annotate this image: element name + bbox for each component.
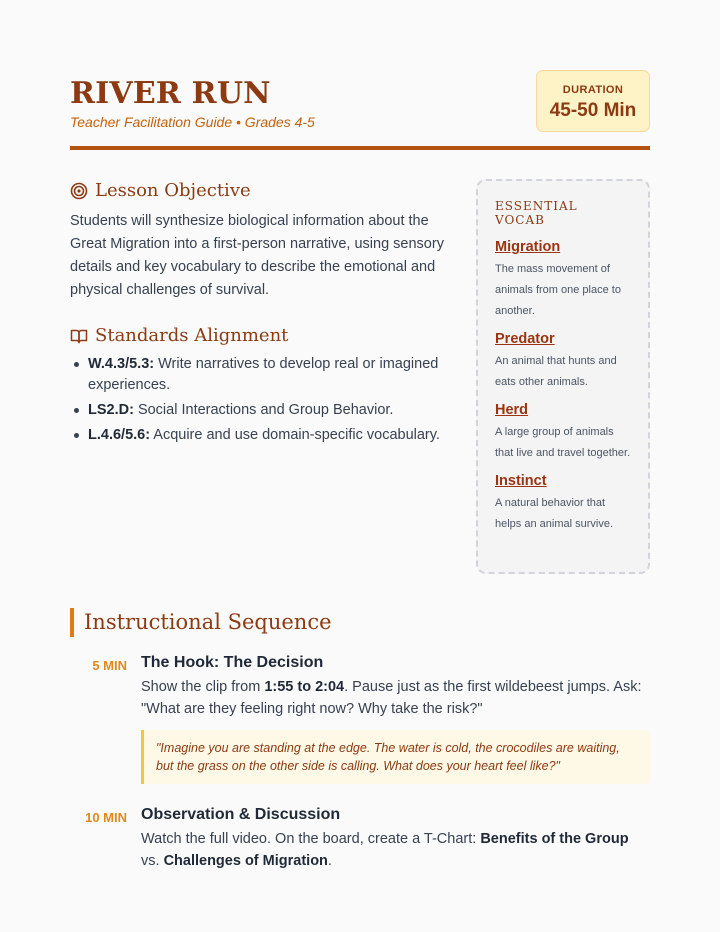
list-item (70, 354, 455, 396)
page-title: RIVER RUN (70, 76, 271, 111)
vocab-word: Herd (495, 402, 529, 418)
vocab-box (476, 179, 650, 574)
page-header (70, 70, 650, 152)
duration-badge (536, 70, 650, 132)
step-text-part: Watch the full video. On the board, create a T-Chart: (141, 831, 481, 847)
standard-text: Social Interactions and Group Behavior. (133, 402, 394, 418)
standard-text: Write narratives to develop real or imagined experiences. (88, 356, 439, 393)
vocab-definition: A large group of animals that live and travel together. (495, 426, 631, 459)
list-item (70, 425, 455, 446)
step-text (141, 676, 650, 720)
objective-heading (70, 180, 251, 201)
vocab-definition: The mass movement of animals from one place to another. (495, 263, 621, 317)
vocab-word: Predator (495, 331, 555, 347)
step-text-part: Show the clip from (141, 679, 265, 695)
step-body (141, 654, 650, 784)
duration-value: 45-50 Min (549, 100, 637, 121)
header-divider (70, 146, 650, 150)
vocab-definition: An animal that hunts and eats other animals. (495, 355, 617, 388)
standards-heading (70, 325, 288, 346)
hook-quote: "Imagine you are standing at the edge. The water is cold, the crocodiles are waiting, but the grass on the other side is calling. What does your heart feel like?" (141, 730, 650, 784)
vocab-definition: A natural behavior that helps an animal survive. (495, 497, 614, 530)
list-item (70, 400, 455, 421)
standard-code: W.4.3/5.3: (88, 356, 155, 372)
step-text-part: . (327, 853, 332, 869)
standard-code: LS2.D: (88, 402, 134, 418)
step-text-bold: Benefits of the Group (480, 831, 629, 847)
step-text-part: vs. (141, 853, 164, 869)
duration-label: DURATION (562, 84, 624, 96)
objective-text: Students will synthesize biological information about the Great Migration into a first-person narrative, using sensory details and key vocabulary to describe the emotional and physical challenges of survival. (70, 213, 444, 298)
step-text-bold: 1:55 to 2:04 (264, 679, 345, 695)
step-title: The Hook: The Decision (141, 654, 324, 671)
objective-heading-text: Lesson Objective (95, 180, 251, 201)
page-subtitle: Teacher Facilitation Guide • Grades 4-5 (70, 114, 315, 130)
step-text (141, 828, 650, 872)
step-time: 5 MIN (92, 658, 127, 673)
vocab-word: Instinct (495, 473, 547, 489)
standard-code: L.4.6/5.6: (88, 427, 151, 443)
vocab-term (495, 331, 632, 393)
standard-text: Acquire and use domain-specific vocabulary. (150, 427, 440, 443)
target-icon (70, 182, 88, 200)
sequence-heading: Instructional Sequence (70, 608, 332, 637)
vocab-term (495, 402, 632, 464)
step-text-bold: Challenges of Migration (163, 853, 328, 869)
step-text-part: . Pause just as the first wildebeest jumps. Ask: "What are they feeling right now? Why take the risk?" (141, 679, 642, 717)
standards-heading-text: Standards Alignment (95, 325, 289, 346)
book-icon (70, 327, 88, 345)
vocab-term (495, 239, 632, 322)
step-title: Observation & Discussion (141, 806, 341, 823)
step-time: 10 MIN (85, 810, 127, 825)
vocab-word: Migration (495, 239, 561, 255)
standards-list (70, 354, 455, 450)
step-body (141, 806, 650, 872)
vocab-term (495, 473, 632, 535)
vocab-title: ESSENTIAL VOCAB (495, 199, 578, 227)
